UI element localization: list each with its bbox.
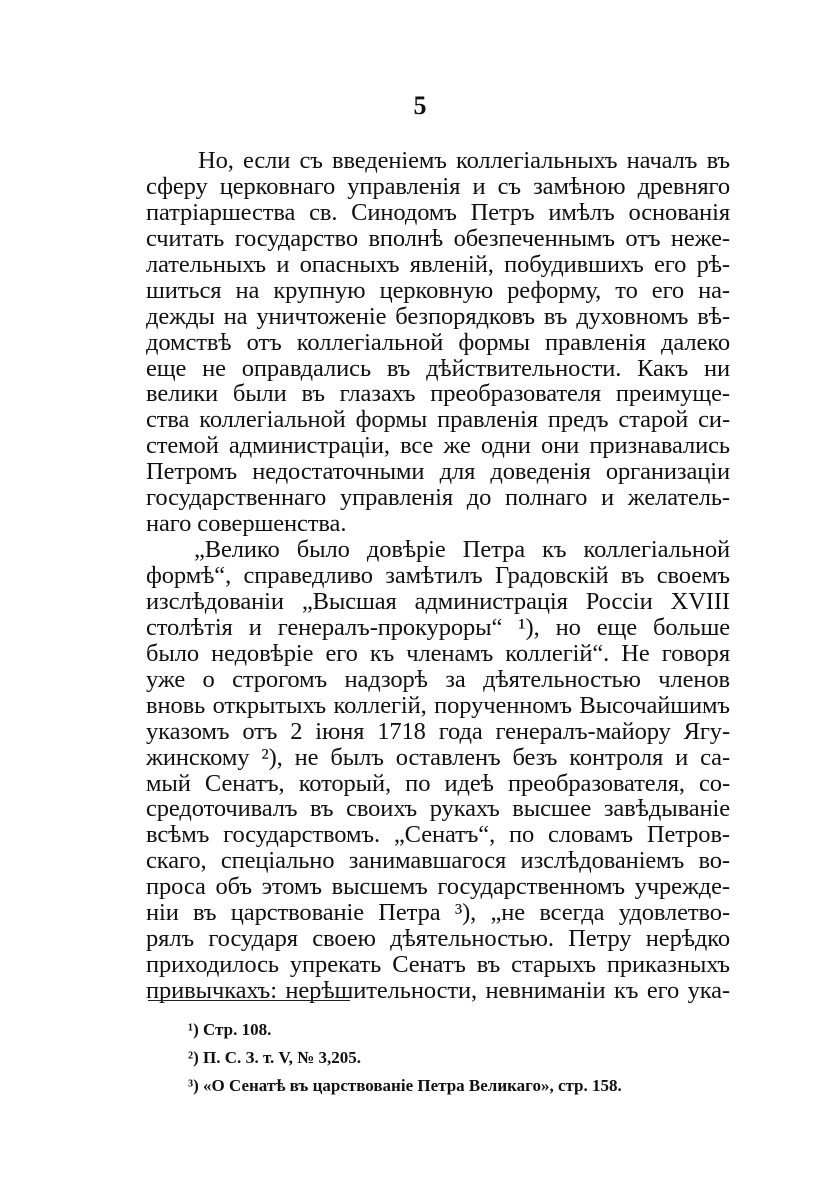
footnotes	[188, 1016, 748, 1100]
text-line: государственнаго управленія до полнаго и желатель-	[146, 484, 730, 512]
text-line: ніи въ царствованіе Петра ³), „не всегда удовлетво-	[146, 899, 730, 927]
text-line: средоточивалъ въ своихъ рукахъ высшее завѣдываніе	[146, 795, 730, 823]
body-text	[146, 148, 730, 1004]
text-line: еще не оправдались въ дѣйствительности. Какъ ни	[146, 354, 730, 382]
page-number: 5	[413, 91, 427, 120]
text-line: считать государство вполнѣ обезпеченнымъ отъ неже-	[146, 224, 730, 252]
text-line: указомъ отъ 2 іюня 1718 года генералъ-майору Ягу-	[146, 717, 730, 745]
text-line: мый Сенатъ, который, по идеѣ преобразователя, со-	[146, 769, 730, 797]
text-line: лательныхъ и опасныхъ явленій, побудившихъ его рѣ-	[146, 250, 730, 278]
text-line: „Велико было довѣріе Петра къ коллегіальной	[194, 536, 730, 564]
text-line: домствѣ отъ коллегіальной формы правленія далеко	[146, 328, 730, 356]
text-line: всѣмъ государствомъ. „Сенатъ“, по словамъ Петров-	[146, 821, 730, 849]
text-line: вновь открытыхъ коллегій, порученномъ Высочайшимъ	[146, 691, 730, 719]
footnote-2: ²) П. С. З. т. V, № 3,205.	[188, 1048, 361, 1067]
text-line: Но, если съ введеніемъ коллегіальныхъ началъ въ	[198, 147, 730, 174]
text-line: проса объ этомъ высшемъ государственномъ учрежде-	[146, 873, 730, 901]
text-line: стемой администраціи, все же одни они признавались	[146, 432, 730, 460]
footnote-divider	[148, 1000, 350, 1001]
text-line: жинскому ²), не былъ оставленъ безъ контроля и са-	[146, 743, 730, 771]
text-line: формѣ“, справедливо замѣтилъ Градовскій въ своемъ	[146, 562, 730, 589]
footnote-3: ³) «О Сенатѣ въ царствованіе Петра Великаго», стр. 158.	[188, 1076, 622, 1095]
text-line: ства коллегіальной формы правленія предъ старой си-	[146, 406, 730, 434]
text-line: наго совершенства.	[146, 510, 347, 538]
text-line: шиться на крупную церковную реформу, то его на-	[146, 276, 730, 304]
text-line: приходилось упрекать Сенатъ въ старыхъ приказныхъ	[146, 951, 730, 979]
text-line: дежды на уничтоженіе безпорядковъ въ духовномъ вѣ-	[146, 302, 730, 330]
footnote-1: ¹) Стр. 108.	[188, 1020, 272, 1039]
text-line: сферу церковнаго управленія и съ замѣною древняго	[146, 172, 730, 200]
text-line: столѣтія и генералъ-прокуроры“ ¹), но еще больше	[146, 613, 730, 641]
text-line: патріаршества св. Синодомъ Петръ имѣлъ основанія	[146, 198, 730, 226]
text-line: Петромъ недостаточными для доведенія организаціи	[146, 458, 730, 486]
text-line: привычкахъ: нерѣшительности, невниманіи къ его ука-	[146, 977, 730, 1004]
text-line: скаго, спеціально занимавшагося изслѣдованіемъ во-	[146, 847, 730, 875]
text-line: велики были въ глазахъ преобразователя преимуще-	[146, 380, 730, 408]
text-line: изслѣдованіи „Высшая администрація Россіи XVIII	[146, 587, 730, 615]
text-line: рялъ государя своею дѣятельностью. Петру нерѣдко	[146, 925, 730, 953]
text-line: было недовѣріе его къ членамъ коллегій“. Не говоря	[146, 639, 730, 667]
text-line: уже о строгомъ надзорѣ за дѣятельностью членов	[146, 665, 730, 693]
